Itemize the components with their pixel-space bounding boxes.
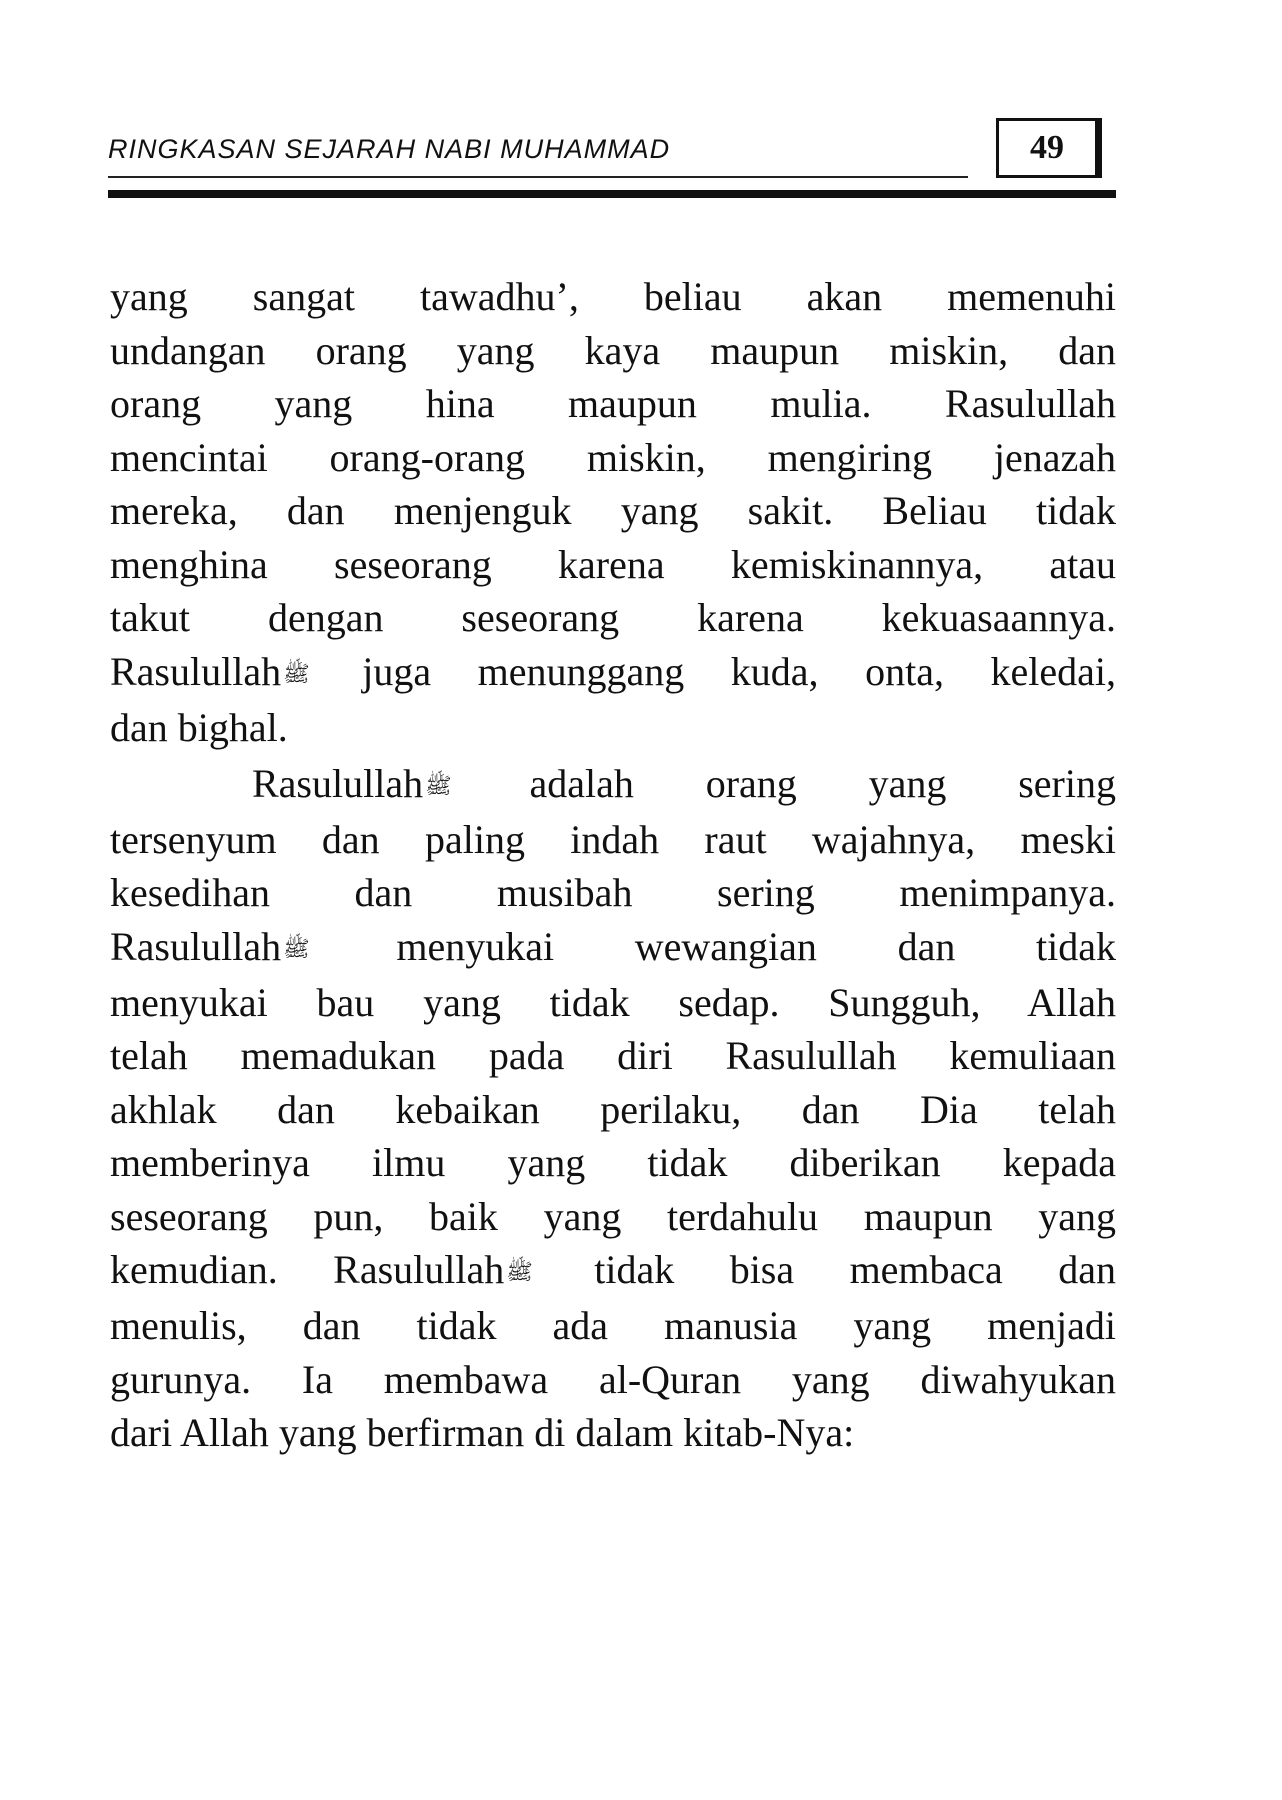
text-line: dan bighal. [110, 704, 288, 750]
text-line: seseorang pun, baik yang terdahulu maupun yang [110, 1193, 1116, 1239]
text-line: dari Allah yang berfirman di dalam kitab-Nya: [110, 1410, 855, 1455]
honorific-saw-icon: ﷺ [283, 935, 310, 961]
text-line: kesedihan dan musibah sering menimpanya. [110, 870, 1116, 915]
text-line [110, 920, 1116, 976]
honorific-saw-icon: ﷺ [506, 1259, 533, 1284]
running-title: RINGKASAN SEJARAH NABI MUHAMMAD [108, 134, 671, 164]
text-line: telah memadukan pada diri Rasulullah kemuliaan [110, 1033, 1116, 1078]
text-fragment: Rasulullah [110, 648, 282, 694]
text-line [110, 757, 1116, 813]
text-line: takut dengan seseorang karena kekuasaannya. [110, 595, 1116, 640]
text-fragment: Rasulullah [110, 923, 282, 969]
text-line: orang yang hina maupun mulia. Rasulullah [110, 381, 1116, 426]
page-header [108, 118, 1118, 208]
header-thin-rule [108, 176, 968, 178]
honorific-saw-icon: ﷺ [425, 772, 452, 798]
text-fragment: menyukai wewangian dan tidak [396, 923, 1117, 969]
text-fragment: kemudian. Rasulullah [110, 1247, 505, 1292]
header-thick-rule [108, 190, 1116, 198]
body-text [110, 270, 1116, 1460]
text-line: menulis, dan tidak ada manusia yang menjadi [110, 1303, 1116, 1348]
text-line: menghina seseorang karena kemiskinannya, atau [110, 541, 1116, 587]
page-number-box [996, 118, 1102, 178]
text-fragment: adalah orang yang sering [529, 760, 1116, 806]
text-line: yang sangat tawadhu’, beliau akan memenuhi [110, 274, 1116, 319]
text-line: mereka, dan menjenguk yang sakit. Beliau tidak [110, 488, 1116, 533]
text-line: memberinya ilmu yang tidak diberikan kepada [110, 1140, 1116, 1185]
text-line: mencintai orang-orang miskin, mengiring jenazah [110, 434, 1116, 480]
text-line: gurunya. Ia membawa al-Quran yang diwahyukan [110, 1356, 1116, 1402]
honorific-saw-icon: ﷺ [283, 660, 310, 686]
text-line: tersenyum dan paling indah raut wajahnya, meski [110, 816, 1116, 862]
text-line: akhlak dan kebaikan perilaku, dan Dia telah [110, 1086, 1116, 1132]
text-line [110, 1243, 1116, 1299]
text-line [110, 645, 1116, 701]
text-fragment: tidak bisa membaca dan [594, 1247, 1116, 1292]
text-line: menyukai bau yang tidak sedap. Sungguh, Allah [110, 979, 1116, 1025]
page-number: 49 [1030, 129, 1064, 166]
text-fragment: juga menunggang kuda, onta, keledai, [362, 648, 1116, 694]
text-line: undangan orang yang kaya maupun miskin, dan [110, 327, 1116, 373]
text-fragment: Rasulullah [252, 760, 424, 806]
